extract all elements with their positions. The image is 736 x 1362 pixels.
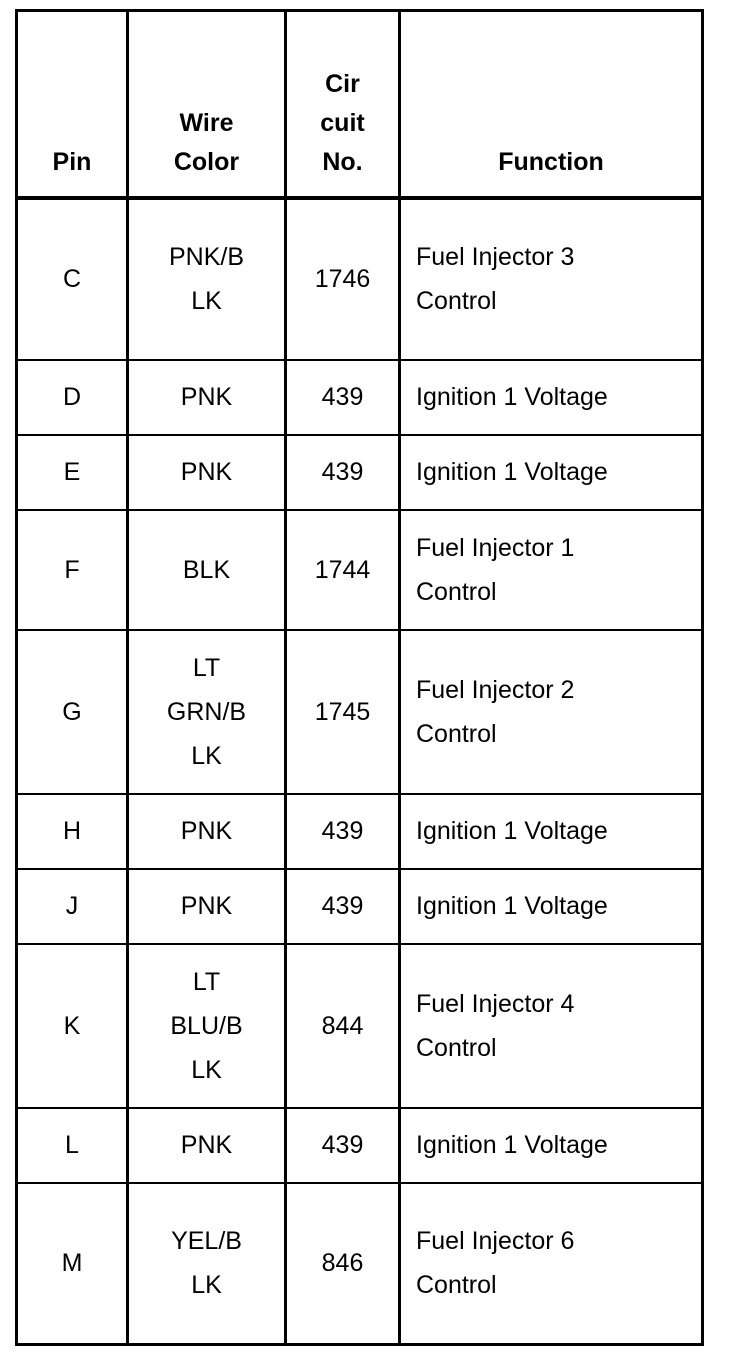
- pin-cell: E: [17, 435, 128, 510]
- cell-line: Control: [416, 287, 497, 315]
- table-row: [17, 794, 703, 869]
- table-row: [17, 869, 703, 944]
- pin-header: [17, 11, 128, 198]
- header-line: Function: [498, 147, 604, 176]
- cell-line: Fuel Injector 2: [416, 675, 575, 704]
- cell-line: Control: [416, 577, 497, 606]
- table-row: [17, 360, 703, 435]
- circuit-number-cell: 439: [286, 1108, 400, 1183]
- cell-line: Fuel Injector 1: [416, 533, 575, 562]
- wire-color-cell: [128, 435, 286, 510]
- connector-pinout-table: [15, 9, 704, 1346]
- function-cell: [400, 1108, 703, 1183]
- header-row: [17, 11, 703, 198]
- cell-line: PNK: [180, 817, 233, 845]
- table-body: [17, 198, 703, 1345]
- wire-color-cell: [128, 944, 286, 1108]
- table-row: [17, 1183, 703, 1345]
- cell-line: Control: [416, 1033, 497, 1062]
- function-cell: [400, 1183, 703, 1345]
- cell-line: PNK/B: [168, 243, 245, 271]
- function-cell: [400, 510, 703, 630]
- circuit-number-header: [286, 11, 400, 198]
- cell-line: GRN/B: [166, 697, 247, 726]
- pin-cell: D: [17, 360, 128, 435]
- pin-cell: C: [17, 198, 128, 360]
- cell-line: PNK: [180, 892, 233, 920]
- pin-cell: L: [17, 1108, 128, 1183]
- circuit-number-cell: 844: [286, 944, 400, 1108]
- function-cell: [400, 198, 703, 360]
- cell-line: Ignition 1 Voltage: [416, 1131, 608, 1159]
- pin-cell: H: [17, 794, 128, 869]
- table-row: [17, 510, 703, 630]
- cell-line: Fuel Injector 3: [416, 243, 575, 271]
- function-cell: [400, 630, 703, 794]
- cell-line: Ignition 1 Voltage: [416, 817, 608, 845]
- cell-line: Fuel Injector 4: [416, 989, 575, 1018]
- wire-color-cell: [128, 794, 286, 869]
- cell-line: Ignition 1 Voltage: [416, 383, 608, 411]
- pin-cell: K: [17, 944, 128, 1108]
- wire-color-cell: [128, 1183, 286, 1345]
- cell-line: YEL/B: [171, 1227, 242, 1256]
- function-cell: [400, 360, 703, 435]
- pin-cell: J: [17, 869, 128, 944]
- cell-line: Control: [416, 719, 497, 748]
- pin-cell: G: [17, 630, 128, 794]
- cell-line: Ignition 1 Voltage: [416, 892, 608, 920]
- cell-line: PNK: [180, 1131, 233, 1159]
- circuit-number-cell: 439: [286, 794, 400, 869]
- wire-color-cell: [128, 1108, 286, 1183]
- cell-line: BLK: [182, 555, 231, 584]
- circuit-number-cell: 846: [286, 1183, 400, 1345]
- cell-line: LK: [191, 1271, 222, 1300]
- circuit-number-cell: 439: [286, 869, 400, 944]
- cell-line: LK: [191, 1055, 222, 1084]
- circuit-number-cell: 1744: [286, 510, 400, 630]
- cell-line: LK: [191, 741, 222, 770]
- function-cell: [400, 435, 703, 510]
- function-header: [400, 11, 703, 198]
- wire-color-cell: [128, 198, 286, 360]
- table-row: [17, 435, 703, 510]
- header-line: Wire: [179, 108, 234, 137]
- wire-color-header: [128, 11, 286, 198]
- function-cell: [400, 869, 703, 944]
- pin-cell: M: [17, 1183, 128, 1345]
- circuit-number-cell: 439: [286, 360, 400, 435]
- cell-line: PNK: [180, 383, 233, 411]
- circuit-number-cell: 439: [286, 435, 400, 510]
- pin-cell: F: [17, 510, 128, 630]
- circuit-number-cell: 1746: [286, 198, 400, 360]
- wire-color-cell: [128, 510, 286, 630]
- cell-line: Fuel Injector 6: [416, 1227, 575, 1256]
- wire-color-cell: [128, 360, 286, 435]
- header-line: Cir: [325, 69, 360, 98]
- wire-color-cell: [128, 630, 286, 794]
- header-line: No.: [322, 147, 363, 176]
- wire-color-cell: [128, 869, 286, 944]
- circuit-number-cell: 1745: [286, 630, 400, 794]
- header-line: cuit: [320, 108, 365, 137]
- header-line: Pin: [52, 147, 92, 176]
- cell-line: LT: [192, 967, 221, 996]
- cell-line: LK: [191, 287, 222, 315]
- table-row: [17, 630, 703, 794]
- table-row: [17, 944, 703, 1108]
- table-row: [17, 1108, 703, 1183]
- cell-line: Ignition 1 Voltage: [416, 458, 608, 486]
- header-line: Color: [173, 147, 240, 176]
- cell-line: Control: [416, 1271, 497, 1300]
- function-cell: [400, 944, 703, 1108]
- cell-line: BLU/B: [170, 1011, 243, 1040]
- table-row: [17, 198, 703, 360]
- cell-line: LT: [192, 653, 221, 682]
- cell-line: PNK: [180, 458, 233, 486]
- function-cell: [400, 794, 703, 869]
